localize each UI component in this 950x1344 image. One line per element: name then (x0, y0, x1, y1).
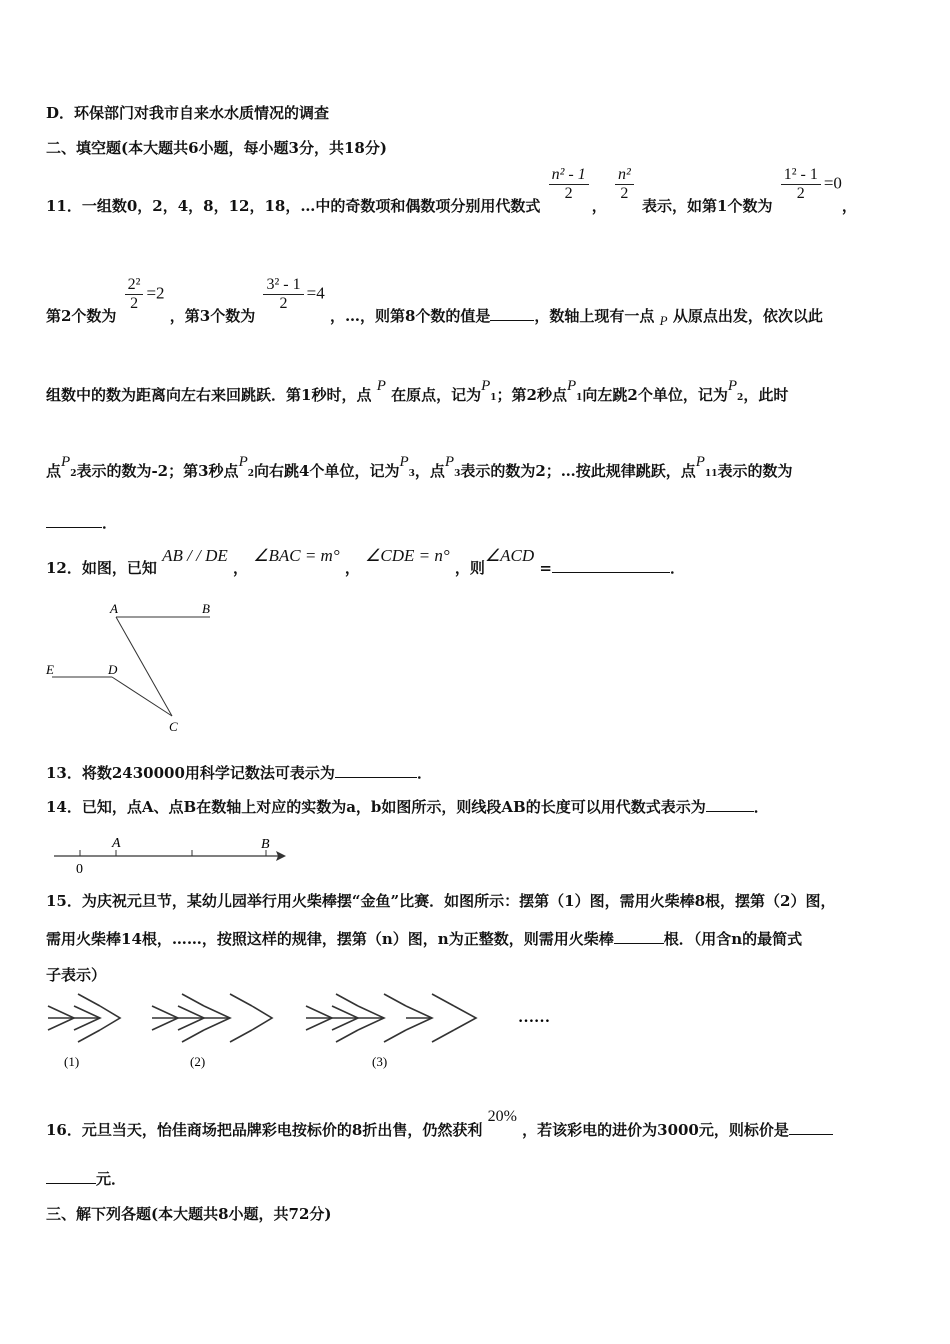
answer-blank-q15 (614, 929, 664, 944)
answer-blank-q14 (706, 797, 754, 812)
q11-line-4: 点P2表示的数为-2；第3秒点P2向右跳4个单位，记为P3，点P3表示的数为2；…按此规律跳跃，点P11表示的数为 (46, 454, 793, 480)
second-term-value: =2 (146, 283, 165, 303)
q11-line-1: 11．一组数0，2，4，8，12，18，…中的奇数项和偶数项分别用代数式 $\frac{\text{n² - 1}}{2}$ ， $\frac{\text{n²}}{2}$ 表示，如第1个数为 $\frac{\text{1² - 1}}{2}$ =0， (46, 166, 857, 215)
odd-term-fraction: $\frac{\text{n² - 1}}{2}$ (549, 166, 589, 203)
q15-line-2: 需用火柴棒14根，……，按照这样的规律，摆第（n）图，n为正整数，则需用火柴棒 根．（用含n的最简式 (46, 930, 803, 948)
q11-answer-line: ． (46, 512, 117, 533)
q11-line-3: 组数中的数为距离向左右来回跳跃．第1秒时，点 P 在原点，记为P1；第2秒点P1向左跳2个单位，记为P2，此时 (46, 378, 789, 404)
q12-line: 12．如图，已知 AB / / DE ， ∠BAC = m° ， ∠CDE = n° ，则∠ACD = ． (46, 546, 685, 577)
q11-text-b: 表示，如第1个数为 (642, 196, 773, 215)
fish-figure-2 (152, 994, 272, 1042)
answer-blank-q16-a (789, 1120, 833, 1135)
answer-blank-q11-a (490, 306, 534, 321)
fish-figure-3 (306, 994, 476, 1042)
first-term-fraction: $\frac{\text{1² - 1}}{2}$ (781, 166, 821, 203)
label-d: D (108, 662, 118, 677)
answer-blank-q11-b (46, 513, 102, 528)
q15-line-3: 子表示） (46, 966, 107, 984)
caption-figure-2: (2) (190, 1054, 206, 1069)
even-term-fraction: $\frac{\text{n²}}{2}$ (615, 166, 634, 203)
section-2-header: 二、填空题(本大题共6小题，每小题3分，共18分) (46, 139, 387, 157)
q14-number-line (50, 832, 300, 878)
ab-parallel-de: AB / / DE (162, 546, 228, 565)
q11-text-a: 11．一组数0，2，4，8，12，18，…中的奇数项和偶数项分别用代数式 (46, 196, 541, 215)
number-line-label-zero: 0 (76, 862, 83, 877)
section-3-header: 三、解下列各题(本大题共8小题，共72分) (46, 1205, 332, 1223)
q15-matchstick-figure (40, 992, 580, 1074)
q11-line-2: 第2个数为 $\frac{\text{2²}}{2}$ =2 ，第3个数为 $\frac{\text{3² - 1}}{2}$ =4 ，…，则第8个数的值是 ，数轴上现有一点 P 从原点出发，依次以此 (46, 276, 823, 328)
q12-geometry-figure (40, 598, 230, 738)
second-term-fraction: $\frac{\text{2²}}{2}$ (125, 276, 144, 313)
q16-line-2: 元． (46, 1168, 126, 1189)
profit-percent: 20% (487, 1108, 517, 1125)
angle-acd: ∠ACD (484, 546, 535, 565)
q16-line-1: 16．元旦当天，怡佳商场把品牌彩电按标价的8折出售，仍然获利 20% ，若该彩电的进价为3000元，则标价是 (46, 1105, 833, 1126)
angle-bac: ∠BAC = m° (253, 546, 340, 565)
number-line-label-b: B (261, 837, 270, 852)
label-e: E (46, 662, 54, 677)
continuation-dots: …… (518, 1009, 550, 1026)
q14-line: 14．已知，点A、点B在数轴上对应的实数为a，b如图所示，则线段AB的长度可以用代数式表示为 ． (46, 798, 769, 816)
caption-figure-3: (3) (372, 1054, 388, 1069)
caption-figure-1: (1) (64, 1054, 80, 1069)
answer-blank-q12 (552, 558, 670, 573)
number-line-label-a: A (112, 836, 121, 851)
third-term-fraction: $\frac{\text{3² - 1}}{2}$ (263, 276, 303, 313)
third-term-value: =4 (306, 283, 325, 303)
first-term-value: =0 (823, 173, 842, 193)
q15-line-1: 15．为庆祝元旦节，某幼儿园举行用火柴棒摆“金鱼”比赛．如图所示：摆第（1）图，需用火柴棒8根，摆第（2）图， (46, 892, 836, 910)
answer-blank-q13 (335, 763, 417, 778)
angle-cde: ∠CDE = n° (365, 546, 450, 565)
label-a: A (110, 601, 118, 616)
label-c: C (169, 719, 178, 734)
answer-blank-q16-b (46, 1169, 96, 1184)
fish-figure-1 (48, 994, 120, 1042)
label-b: B (202, 601, 210, 616)
option-d: D．环保部门对我市自来水水质情况的调查 (46, 104, 330, 122)
q13-line: 13．将数2430000用科学记数法可表示为 ． (46, 764, 432, 782)
